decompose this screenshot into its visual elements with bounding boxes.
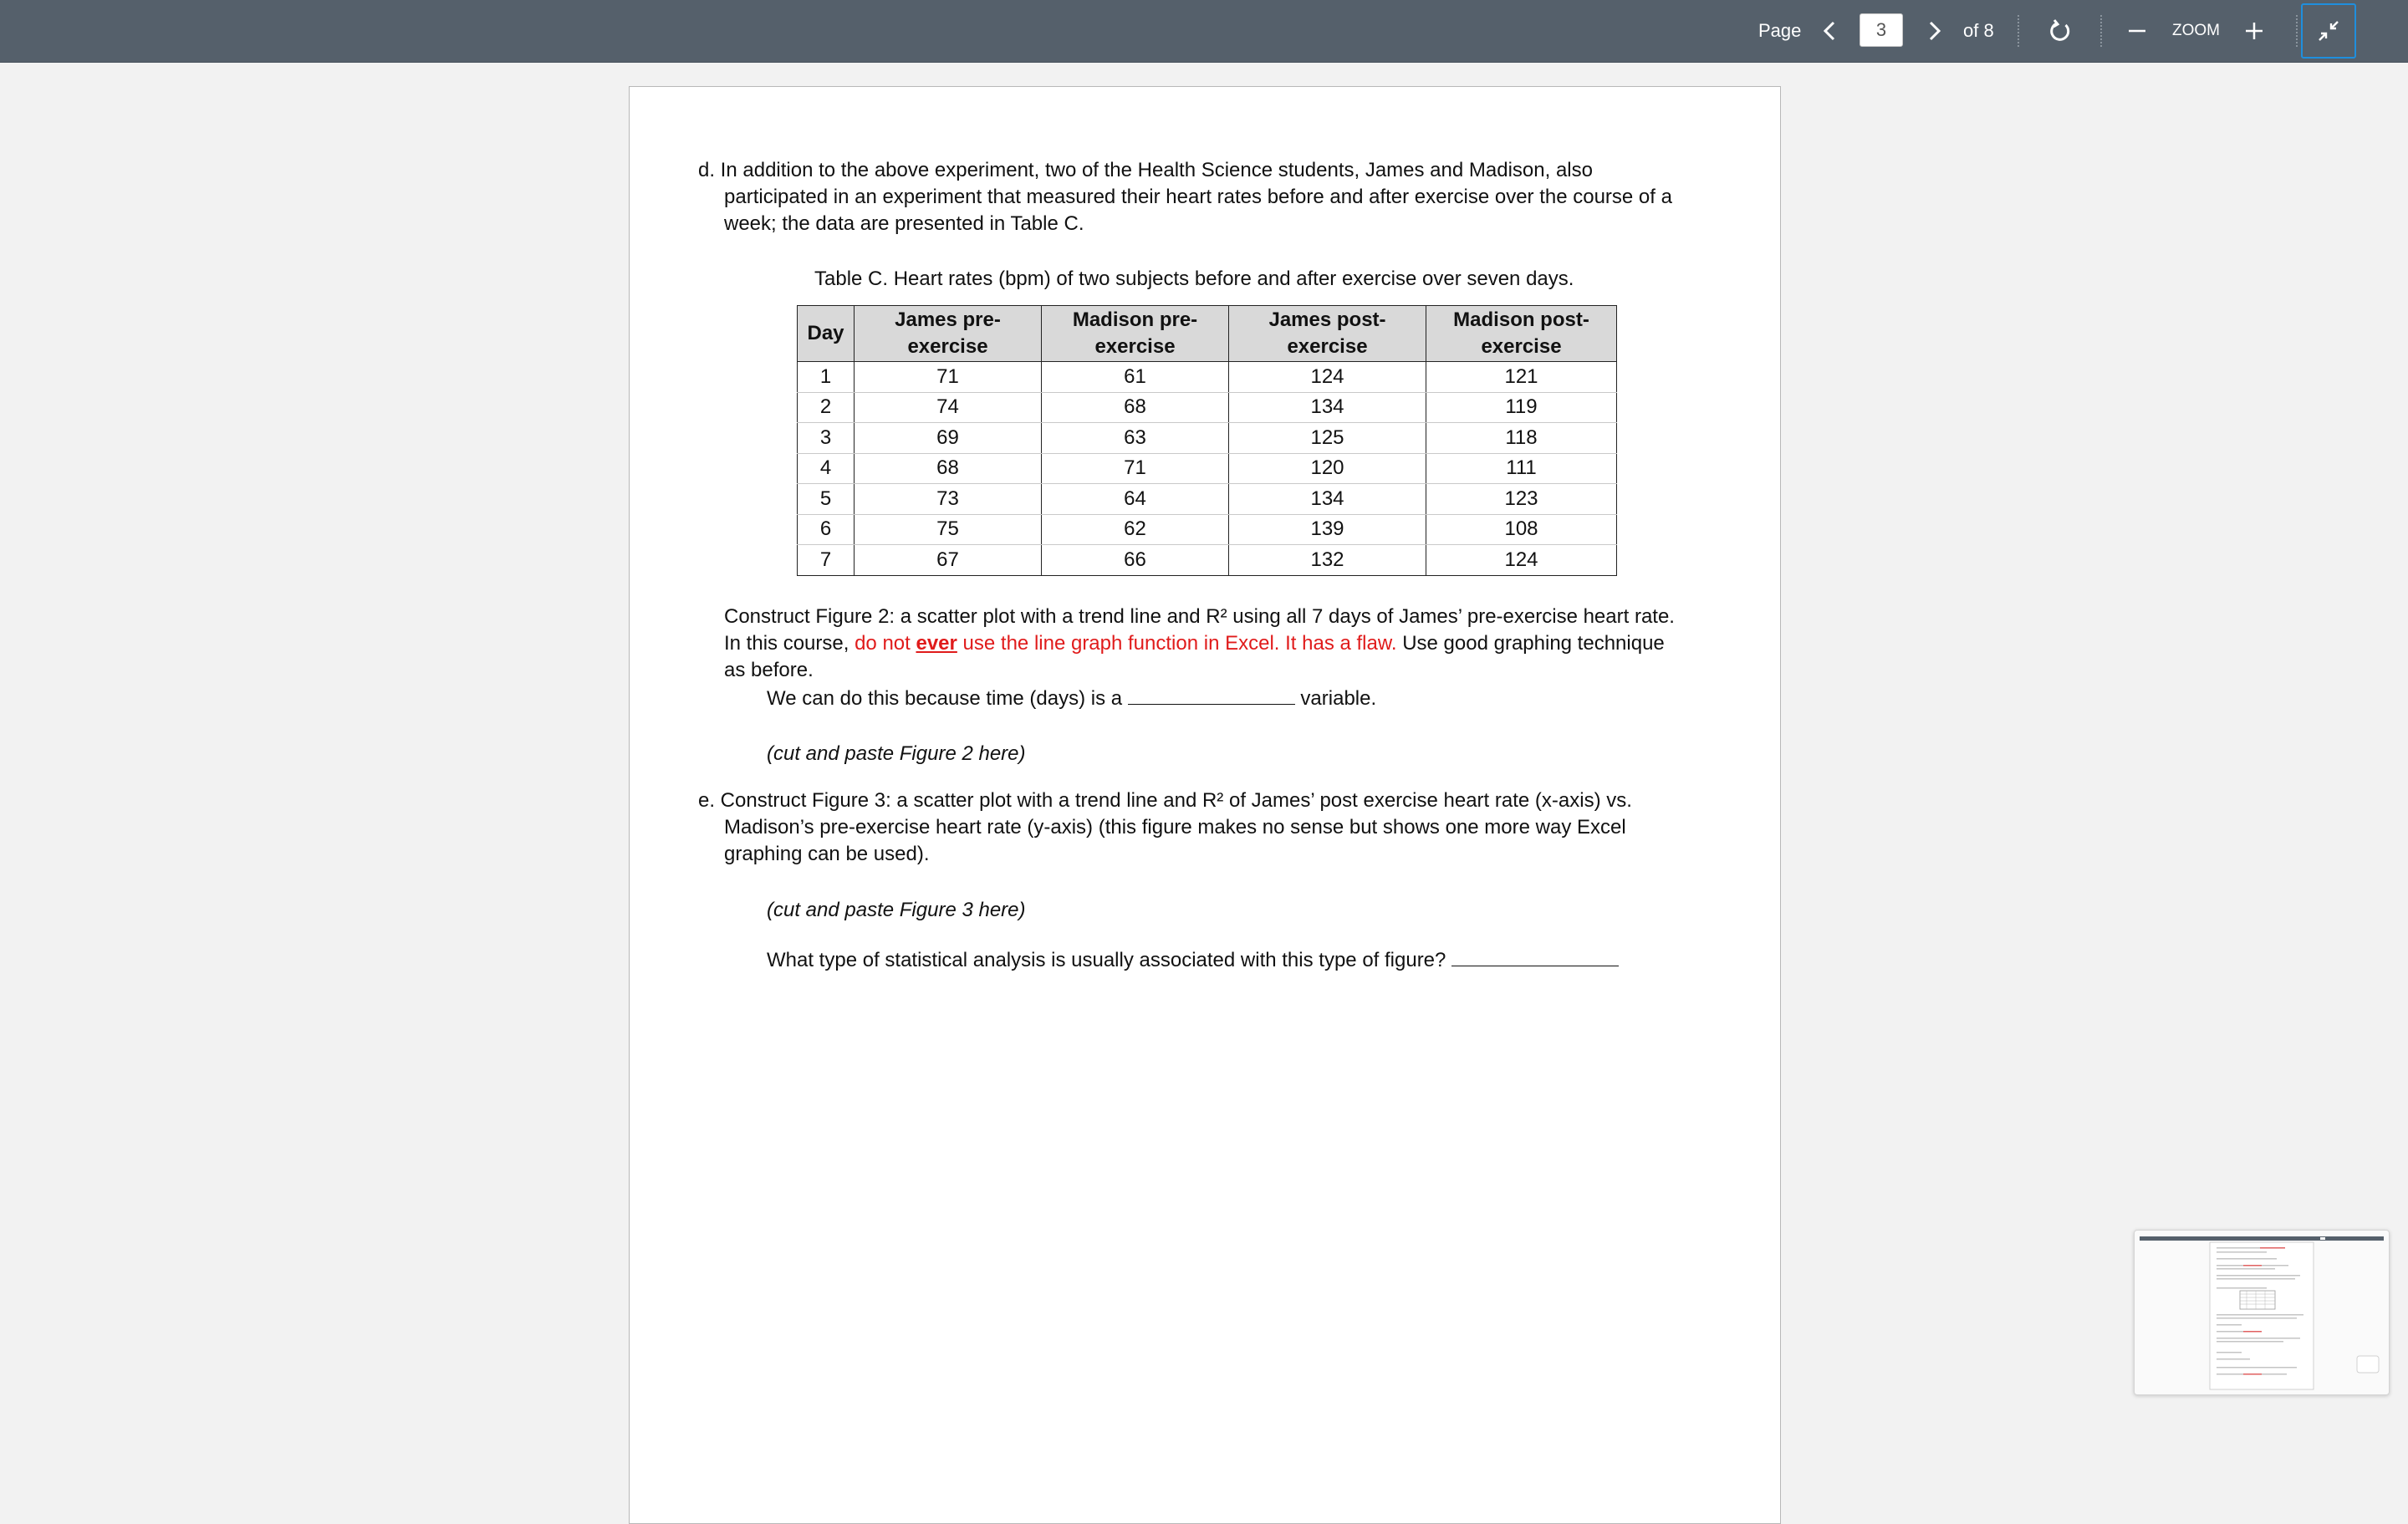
table-cell: 124 xyxy=(1229,362,1426,393)
table-cell: 1 xyxy=(798,362,855,393)
header-text: James pre- xyxy=(895,308,1001,331)
table-cell: 121 xyxy=(1426,362,1617,393)
table-row xyxy=(798,362,1617,393)
question-d-line-2: participated in an experiment that measured their heart rates before and after exercise over the course of a xyxy=(724,186,1672,208)
zoom-out-icon[interactable] xyxy=(2124,18,2150,44)
collapse-icon xyxy=(2315,18,2342,44)
table-cell: 119 xyxy=(1426,392,1617,423)
text-run: In this course, xyxy=(724,632,855,655)
table-cell: 134 xyxy=(1229,392,1426,423)
question-d-line-1: d. In addition to the above experiment, two of the Health Science students, James and Madison, also xyxy=(698,159,1593,181)
table-cell: 5 xyxy=(798,484,855,515)
table-cell: 68 xyxy=(1042,392,1229,423)
table-cell: 7 xyxy=(798,545,855,576)
chevron-right-icon[interactable] xyxy=(1921,18,1947,44)
header-text: exercise xyxy=(1481,335,1562,358)
table-cell: 108 xyxy=(1426,514,1617,545)
table-cell: 68 xyxy=(855,453,1042,484)
table-cell: 66 xyxy=(1042,545,1229,576)
thumbnail-image xyxy=(2135,1231,2389,1394)
table-row xyxy=(798,484,1617,515)
figure-3-placeholder: (cut and paste Figure 3 here) xyxy=(767,899,1026,921)
table-row xyxy=(798,423,1617,454)
table-caption: Table C. Heart rates (bpm) of two subjects before and after exercise over seven days. xyxy=(814,268,1574,290)
header-text: James post- xyxy=(1268,308,1386,331)
header-text: exercise xyxy=(907,335,988,358)
text-run: What type of statistical analysis is usually associated with this type of figure? xyxy=(767,949,1452,971)
page-label: Page xyxy=(1758,20,1802,41)
warning-text: do not xyxy=(855,632,916,655)
text-run: Use good graphing technique xyxy=(1396,632,1665,655)
header-madison-pre xyxy=(1042,306,1229,362)
table-cell: 2 xyxy=(798,392,855,423)
table-cell: 69 xyxy=(855,423,1042,454)
page-number-input[interactable] xyxy=(1860,13,1903,47)
table-header-row xyxy=(798,306,1617,362)
toolbar-divider xyxy=(2100,15,2102,47)
table-cell: 125 xyxy=(1229,423,1426,454)
table-cell: 134 xyxy=(1229,484,1426,515)
table-cell: 118 xyxy=(1426,423,1617,454)
table-cell: 67 xyxy=(855,545,1042,576)
table-row xyxy=(798,545,1617,576)
table-cell: 132 xyxy=(1229,545,1426,576)
rotate-icon[interactable] xyxy=(2047,18,2074,44)
header-madison-post xyxy=(1426,306,1617,362)
page-thumbnail-preview[interactable] xyxy=(2134,1230,2390,1395)
zoom-in-icon[interactable] xyxy=(2241,18,2268,44)
collapse-button[interactable] xyxy=(2301,3,2356,59)
document-page xyxy=(629,86,1781,1524)
question-e-line-2: Madison’s pre-exercise heart rate (y-axis) (this figure makes no sense but shows one more way Excel xyxy=(724,816,1626,838)
figure-2-line-1: Construct Figure 2: a scatter plot with a trend line and R² using all 7 days of James’ pre-exercise heart rate. xyxy=(724,605,1675,628)
table-row xyxy=(798,392,1617,423)
table-cell: 120 xyxy=(1229,453,1426,484)
chevron-left-icon[interactable] xyxy=(1817,18,1844,44)
table-cell: 71 xyxy=(855,362,1042,393)
question-e-line-1: e. Construct Figure 3: a scatter plot with a trend line and R² of James’ post exercise heart rate (x-axis) vs. xyxy=(698,789,1632,812)
figure-2-line-3: as before. xyxy=(724,659,814,681)
table-cell: 123 xyxy=(1426,484,1617,515)
time-variable-question xyxy=(767,686,1376,712)
table-row xyxy=(798,514,1617,545)
viewer-toolbar xyxy=(0,0,2408,63)
header-text: Madison post- xyxy=(1453,308,1589,331)
header-text: Day xyxy=(807,322,844,344)
table-cell: 75 xyxy=(855,514,1042,545)
answer-blank xyxy=(1451,949,1619,966)
figure-2-placeholder: (cut and paste Figure 2 here) xyxy=(767,742,1026,765)
question-d-line-3: week; the data are presented in Table C. xyxy=(724,212,1084,235)
figure-2-line-2 xyxy=(724,630,1665,657)
toolbar-divider xyxy=(2018,15,2019,47)
table-cell: 111 xyxy=(1426,453,1617,484)
zoom-label: ZOOM xyxy=(2172,22,2220,39)
header-james-post xyxy=(1229,306,1426,362)
table-cell: 139 xyxy=(1229,514,1426,545)
header-text: Madison pre- xyxy=(1072,308,1198,331)
warning-text: use the line graph function in Excel. It has a flaw. xyxy=(957,632,1397,655)
table-cell: 3 xyxy=(798,423,855,454)
table-cell: 74 xyxy=(855,392,1042,423)
statistical-analysis-question xyxy=(767,947,1619,974)
header-text: exercise xyxy=(1094,335,1176,358)
table-cell: 73 xyxy=(855,484,1042,515)
toolbar-divider xyxy=(2296,15,2298,47)
table-cell: 64 xyxy=(1042,484,1229,515)
heart-rate-table xyxy=(797,305,1617,576)
total-pages-label: of 8 xyxy=(1963,20,1994,41)
header-day xyxy=(798,306,855,362)
table-cell: 6 xyxy=(798,514,855,545)
warning-emphasis: ever xyxy=(916,632,957,655)
text-run: We can do this because time (days) is a xyxy=(767,687,1128,710)
table-cell: 4 xyxy=(798,453,855,484)
question-e-line-3: graphing can be used). xyxy=(724,843,930,865)
header-james-pre xyxy=(855,306,1042,362)
table-cell: 61 xyxy=(1042,362,1229,393)
answer-blank xyxy=(1128,687,1295,705)
table-cell: 71 xyxy=(1042,453,1229,484)
table-cell: 62 xyxy=(1042,514,1229,545)
table-cell: 124 xyxy=(1426,545,1617,576)
table-cell: 63 xyxy=(1042,423,1229,454)
text-run: variable. xyxy=(1294,687,1377,710)
header-text: exercise xyxy=(1287,335,1368,358)
table-row xyxy=(798,453,1617,484)
